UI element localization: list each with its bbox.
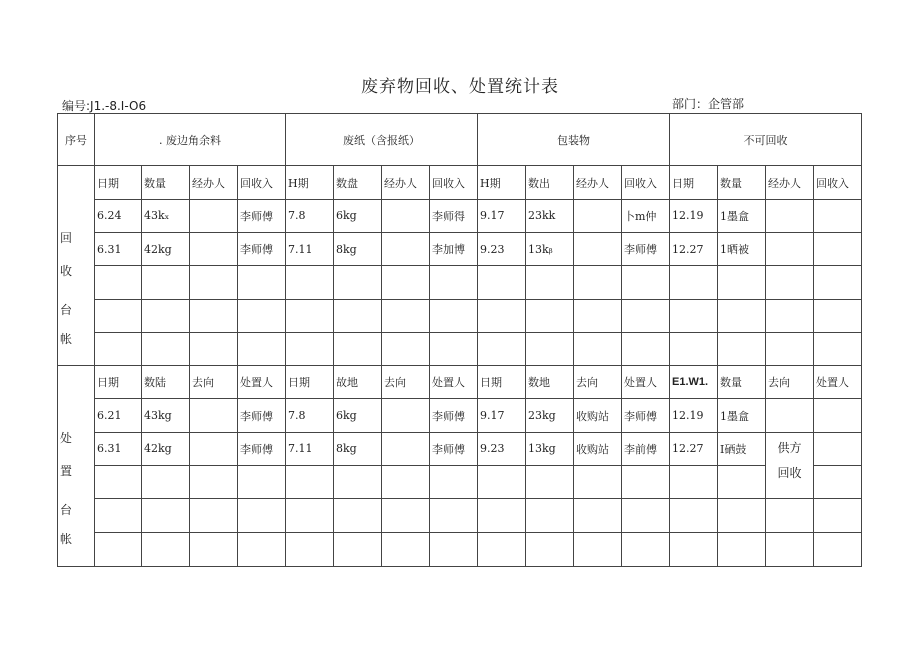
subheader-cell: 处置人: [430, 366, 478, 399]
table-row: [58, 233, 862, 266]
subheader-cell: 经办人: [766, 166, 814, 199]
table-cell: [766, 199, 814, 232]
subheader-cell: 日期: [478, 366, 526, 399]
subheader-cell: 经办人: [382, 166, 430, 199]
subheader-cell: 回收入: [430, 166, 478, 199]
table-cell: 7.8: [286, 199, 334, 232]
table-cell: 23kk: [526, 199, 574, 232]
subheader-cell: 数盘: [334, 166, 382, 199]
subheader-cell: 数出: [526, 166, 574, 199]
subheader-cell: 回收入: [814, 166, 862, 199]
table-cell: [190, 199, 238, 232]
empty-row: [58, 266, 862, 299]
table-cell: 李加博: [430, 233, 478, 266]
table-cell: 6.21: [95, 399, 142, 432]
table-cell: [190, 432, 238, 465]
subheader-cell: 去向: [574, 366, 622, 399]
table-cell: 9.17: [478, 199, 526, 232]
subheader-cell: 日期: [95, 166, 142, 199]
table-cell: 李师傅: [238, 399, 286, 432]
table-cell: 李前傅: [622, 432, 670, 465]
table-cell: 7.8: [286, 399, 334, 432]
group-header: . 废边角余料: [95, 114, 286, 166]
table-cell: [814, 233, 862, 266]
subheader-cell: 日期: [95, 366, 142, 399]
table-cell: 42kg: [142, 233, 190, 266]
subheader-cell: 去向: [382, 366, 430, 399]
subheader-cell: 回收入: [622, 166, 670, 199]
subheader-cell: 数量: [142, 166, 190, 199]
table-cell: [766, 233, 814, 266]
subheader-cell: 回收入: [238, 166, 286, 199]
table-cell: [574, 199, 622, 232]
table-cell: 6kg: [334, 399, 382, 432]
table-cell: [574, 233, 622, 266]
table-cell: 6.31: [95, 432, 142, 465]
subheader-cell: 日期: [670, 166, 718, 199]
table-cell: [814, 432, 862, 465]
table-cell: 卜m仲: [622, 199, 670, 232]
subheader-cell: 数陆: [142, 366, 190, 399]
table-cell: [382, 432, 430, 465]
subheader-cell: 故地: [334, 366, 382, 399]
table-cell: [190, 399, 238, 432]
table-cell: 6.24: [95, 199, 142, 232]
subheader-cell: 经办人: [574, 166, 622, 199]
table-cell: 1墨盒: [718, 399, 766, 432]
group-header: 不可回收: [670, 114, 862, 166]
table-cell: 6.31: [95, 233, 142, 266]
subheader-cell: H期: [478, 166, 526, 199]
table-cell: 李师傅: [238, 199, 286, 232]
table-cell: 8kg: [334, 233, 382, 266]
disposal-direction-note: 供方 回收: [766, 432, 814, 499]
subheader-cell: H期: [286, 166, 334, 199]
table-cell: [766, 399, 814, 432]
header-row: [58, 114, 862, 166]
subheader-cell: 数量: [718, 166, 766, 199]
table-cell: 李师傅: [238, 233, 286, 266]
subheader-cell: E1.W1.: [670, 366, 718, 399]
recovery-side-label: 回 收 台 帐: [58, 166, 95, 366]
table-cell: [190, 233, 238, 266]
subheader-cell: 数量: [718, 366, 766, 399]
empty-row: [58, 465, 862, 498]
table-cell: 6kg: [334, 199, 382, 232]
group-header: 包装物: [478, 114, 670, 166]
table-cell: 43kₓ: [142, 199, 190, 232]
subheader-cell: 处置人: [238, 366, 286, 399]
table-cell: I硒鼓: [718, 432, 766, 465]
table-cell: 12.19: [670, 199, 718, 232]
table-cell: [814, 199, 862, 232]
table-cell: 李师傅: [238, 432, 286, 465]
table-cell: [814, 399, 862, 432]
table-cell: 9.23: [478, 233, 526, 266]
table-cell: [382, 199, 430, 232]
table-row: [58, 199, 862, 232]
seq-header: 序号: [58, 114, 95, 166]
table-cell: 43kg: [142, 399, 190, 432]
subheader-cell: 处置人: [622, 366, 670, 399]
disposal-subheader-row: [58, 366, 862, 399]
table-cell: 42kg: [142, 432, 190, 465]
table-cell: [382, 399, 430, 432]
empty-row: [58, 299, 862, 332]
table-row: [58, 432, 862, 465]
disposal-side-label: 处 置 台 帐: [58, 366, 95, 567]
page-title: 废弃物回收、处置统计表: [361, 77, 559, 97]
table-cell: 李师傅: [430, 399, 478, 432]
table-cell: 1墨盒: [718, 199, 766, 232]
empty-row: [58, 532, 862, 566]
table-cell: 23kg: [526, 399, 574, 432]
table-cell: 收购站: [574, 432, 622, 465]
subheader-cell: 经办人: [190, 166, 238, 199]
subheader-cell: 处置人: [814, 366, 862, 399]
table-cell: 李师傅: [622, 233, 670, 266]
recovery-subheader-row: [58, 166, 862, 199]
table-cell: 12.27: [670, 432, 718, 465]
table-cell: 9.23: [478, 432, 526, 465]
subheader-cell: 数地: [526, 366, 574, 399]
empty-row: [58, 332, 862, 365]
table-cell: 7.11: [286, 233, 334, 266]
table-cell: 7.11: [286, 432, 334, 465]
subheader-cell: 日期: [286, 366, 334, 399]
subheader-cell: 去向: [190, 366, 238, 399]
subheader-cell: 去向: [766, 366, 814, 399]
table-cell: 13kg: [526, 432, 574, 465]
table-cell: 12.27: [670, 233, 718, 266]
table-cell: 13kᵦ: [526, 233, 574, 266]
table-row: [58, 399, 862, 432]
table-cell: 9.17: [478, 399, 526, 432]
table-cell: 1晒被: [718, 233, 766, 266]
document-code: 编号:J1.-8.I-O6: [62, 99, 147, 113]
table-cell: 李师傅: [430, 432, 478, 465]
department-label: 部门：企管部: [672, 97, 745, 111]
group-header: 废纸（含报纸）: [286, 114, 478, 166]
table-cell: 李师傅: [622, 399, 670, 432]
statistics-table: [57, 113, 862, 567]
table-cell: [382, 233, 430, 266]
table-cell: 12.19: [670, 399, 718, 432]
table-cell: 8kg: [334, 432, 382, 465]
empty-row: [58, 499, 862, 532]
table-cell: 李师得: [430, 199, 478, 232]
table-cell: 收购站: [574, 399, 622, 432]
